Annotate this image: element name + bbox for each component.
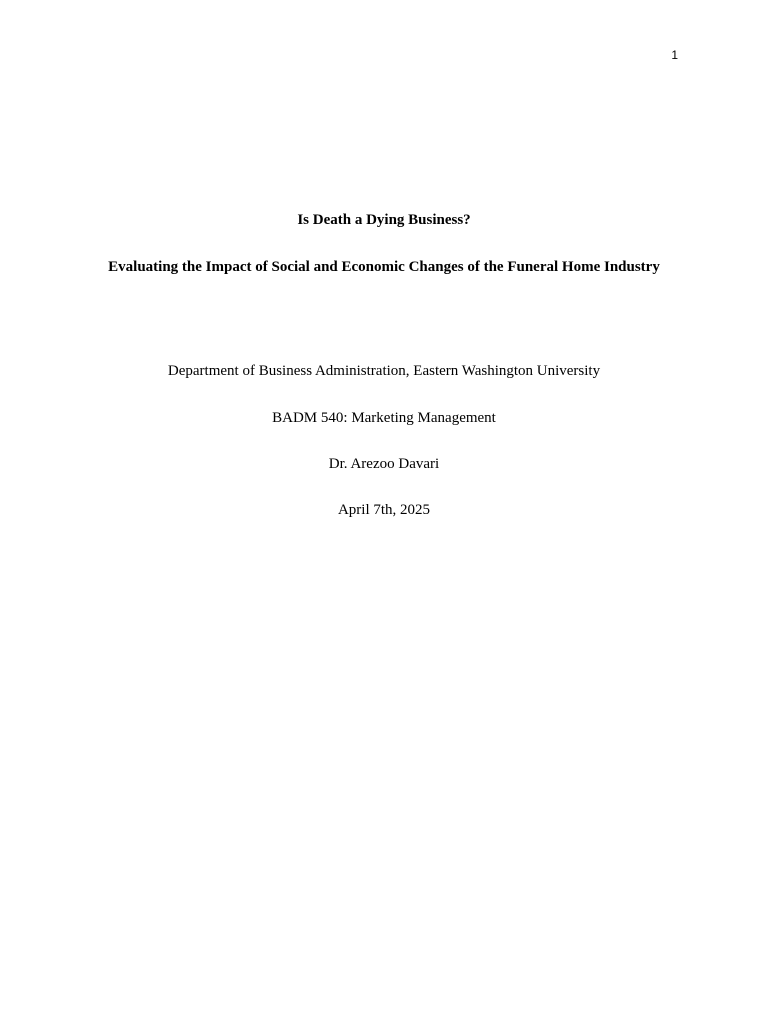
paper-title: Is Death a Dying Business? (297, 212, 471, 228)
paper-subtitle: Evaluating the Impact of Social and Economic Changes of the Funeral Home Industry (108, 259, 660, 275)
course-name: BADM 540: Marketing Management (272, 410, 496, 426)
due-date: April 7th, 2025 (337, 502, 431, 518)
author-affiliation: Department of Business Administration, Eastern Washington University (167, 363, 601, 379)
page-number: 1 (671, 48, 678, 62)
instructor-name: Dr. Arezoo Davari (328, 456, 440, 472)
